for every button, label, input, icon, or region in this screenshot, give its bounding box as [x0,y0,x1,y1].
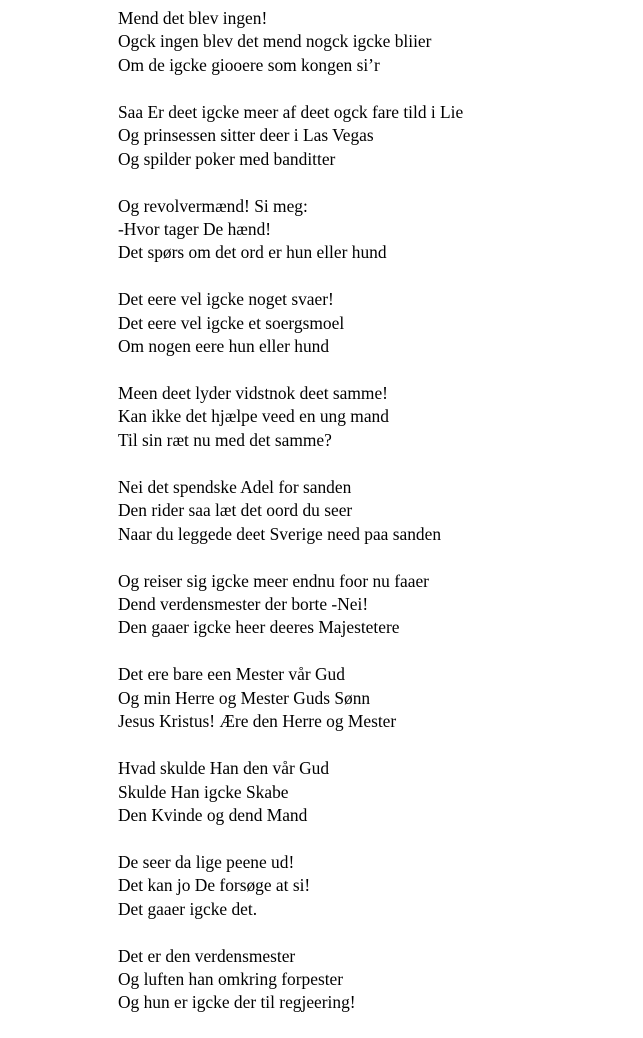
poem-line: Den Kvinde og dend Mand [118,804,308,825]
stanza [118,288,638,358]
stanza [118,945,638,1015]
poem [118,7,638,1038]
poem-line: Det er den verdensmester [118,945,296,966]
poem-line: Den gaaer igcke heer deeres Majestetere [118,617,400,638]
stanza [118,195,638,265]
poem-line: Og revolvermænd! Si meg: [118,195,308,216]
poem-line: Den rider saa læt det oord du seer [118,500,353,521]
poem-line: Og spilder poker med banditter [118,148,336,169]
poem-line: Naar du leggede deet Sverige need paa sanden [118,523,442,544]
poem-line: Saa Er deet igcke meer af deet ogck fare tild i Lie [118,101,464,122]
stanza [118,757,638,827]
poem-line: Det gaaer igcke det. [118,898,258,919]
poem-line: Meen deet lyder vidstnok deet samme! [118,383,388,404]
poem-line: Om de igcke giooere som kongen si’r [118,54,380,75]
poem-line: Det eere vel igcke et soergsmoel [118,312,345,333]
stanza [118,663,638,733]
poem-line: Og reiser sig igcke meer endnu foor nu faaer [118,570,429,591]
stanza [118,7,638,77]
poem-line: -Hvor tager De hænd! [118,218,272,239]
poem-line: Om nogen eere hun eller hund [118,336,330,357]
stanza [118,851,638,921]
poem-line: Dend verdensmester der borte -Nei! [118,593,369,614]
poem-line: Ogck ingen blev det mend nogck igcke bliier [118,31,432,52]
poem-line: Og prinsessen sitter deer i Las Vegas [118,125,374,146]
poem-line: Det kan jo De forsøge at si! [118,875,311,896]
poem-line: Det spørs om det ord er hun eller hund [118,242,387,263]
poem-line: Skulde Han igcke Skabe [118,781,289,802]
poem-line: De seer da lige peene ud! [118,851,295,872]
poem-line: Det eere vel igcke noget svaer! [118,289,334,310]
poem-line: Mend det blev ingen! [118,8,268,28]
poem-line: Hvad skulde Han den vår Gud [118,758,330,779]
poem-line: Og min Herre og Mester Guds Sønn [118,687,371,708]
stanza [118,382,638,452]
poem-line: Til sin ræt nu med det samme? [118,429,332,450]
poem-line: Kan ikke det hjælpe veed en ung mand [118,406,389,427]
stanza [118,476,638,546]
poem-line: Det ere bare een Mester vår Gud [118,664,345,685]
poem-line: Nei det spendske Adel for sanden [118,476,352,497]
stanza [118,101,638,171]
stanza [118,570,638,640]
poem-line: Og luften han omkring forpester [118,969,344,990]
poem-line: Jesus Kristus! Ære den Herre og Mester [118,711,397,732]
poem-line: Og hun er igcke der til regjeering! [118,992,356,1013]
